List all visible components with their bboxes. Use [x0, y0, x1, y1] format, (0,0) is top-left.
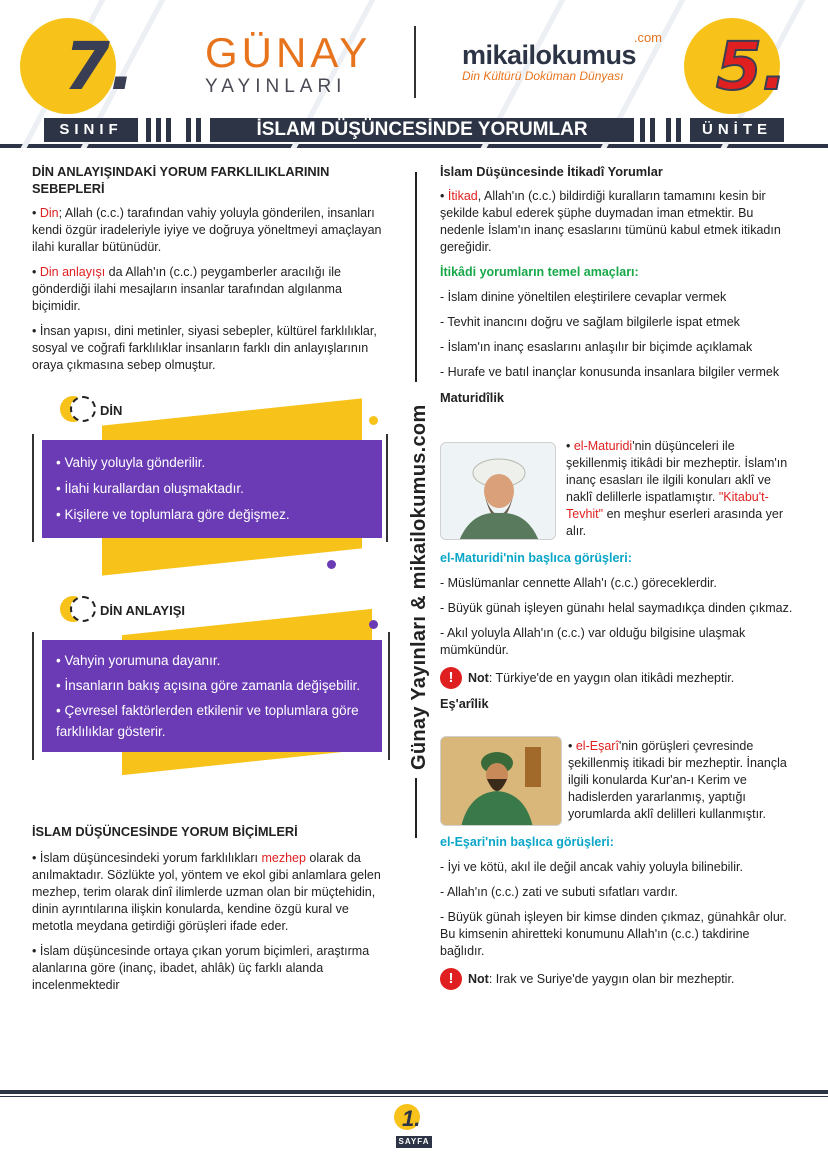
warning-icon: ! [440, 667, 462, 689]
term-esari: el-Eşarî [575, 739, 619, 753]
grade-number: 7. [64, 28, 135, 105]
list-item: • İlahi kurallardan oluşmaktadır. [56, 481, 244, 496]
card-title: DİN [100, 402, 123, 418]
page-header [0, 0, 828, 148]
list-item: - Tevhit inancını doğru ve sağlam bilgilerle ispat etmek [440, 315, 740, 329]
card-din [32, 392, 392, 577]
list-item: - Hurafe ve batıl inançlar konusunda insanlara bilgiler vermek [440, 365, 780, 379]
paragraph-text: olarak da anılmaktadır. Sözlükte yol, yöntem ve ekol gibi anlamlara gelen mezhep, terim olarak dinî ilimlerde uzman olan bir müçtehidin, dinin ayrıntılarına ilişkin konularda, kendine özgü kural ve metotla meydana getirdiği görüşleri ifade eder. [32, 851, 381, 933]
logo-divider [414, 26, 416, 98]
section-heading: DİN ANLAYIŞINDAKİ YORUM FARKLILIKLARININ SEBEPLERİ [32, 164, 330, 196]
bar-segment [186, 118, 191, 142]
list-item: - Akıl yoluyla Allah'ın (c.c.) var olduğu bilgisine ulaşmak mümkündür. [440, 626, 746, 657]
paragraph-text: İnsan yapısı, dini metinler, siyasi sebepler, kültürel farklılıklar, sosyal ve coğrafi farklılıklar insanların farklı din anlayışlarının oraya çıkmasına sebep olmuştur. [32, 324, 377, 372]
card-din-anlayisi [32, 594, 392, 774]
paragraph-din-anlayisi: • Din anlayışı da Allah'ın (c.c.) peygamberler aracılığı ile gönderdiği ilahi mesajların insanlar tarafından algılanma biçimidir. [32, 265, 342, 313]
maturidi-text: • el-Maturidi'nin düşünceleri ile şekillenmiş itikâdi bir mezheptir. İslam'ın inanç esasları ile ilgili konuları aklî ve naklî delillerle ispatlamıştır. "Kitabu't-Tevhit" en meşhur eserleri arasında yer alır. [566, 439, 788, 538]
bar-segment [156, 118, 161, 142]
bar-segment [196, 118, 201, 142]
paragraph-text: İslam düşüncesindeki yorum farklılıkları [39, 851, 262, 865]
bar-segment [166, 118, 171, 142]
card-tag [60, 596, 185, 624]
bar-segment [666, 118, 671, 142]
page-label: SAYFA [396, 1136, 432, 1148]
partner-tagline: Din Kültürü Doküman Dünyası [462, 69, 624, 83]
card-panel [42, 440, 382, 538]
list-item: • Kişilere ve toplumlara göre değişmez. [56, 507, 290, 522]
term-mezhep: mezhep [261, 851, 306, 865]
note-esari [440, 968, 796, 990]
decor-dot [369, 620, 378, 629]
decor-dot [369, 416, 378, 425]
publisher-logo [205, 29, 385, 98]
ring-icon [60, 396, 94, 424]
footer-rule [0, 1096, 828, 1097]
paragraph-reasons: • İnsan yapısı, dini metinler, siyasi sebepler, kültürel farklılıklar, sosyal ve coğrafi farklılıklar insanların farklı din anlayışlarının oraya çıkmasına sebep olmuştur. [32, 324, 377, 372]
left-column [32, 163, 388, 382]
section-heading: İSLAM DÜŞÜNCESİNDE YORUM BİÇİMLERİ [32, 824, 298, 839]
footer-rule [0, 1090, 828, 1094]
page-number: 1. [402, 1106, 421, 1131]
ring-icon [60, 596, 94, 624]
grade-label: SINIF [44, 118, 138, 142]
page-badge [390, 1102, 438, 1152]
warning-icon: ! [440, 968, 462, 990]
side-credit-text: Günay Yayınları & mikailokumus.com [408, 404, 430, 770]
partner-logo [462, 30, 672, 83]
card-tag [60, 396, 122, 424]
term-din-anlayisi: Din anlayışı [39, 265, 106, 279]
list-item: - İslam'ın inanç esaslarını anlaşılır bir biçimde açıklamak [440, 340, 753, 354]
page-title: İSLAM DÜŞÜNCESİNDE YORUMLAR [210, 118, 634, 142]
paragraph-text: en meşhur eserleri arasında yer alır. [566, 507, 784, 538]
note-label: Not [468, 670, 489, 685]
paragraph-din: • Din; Allah (c.c.) tarafından vahiy yoluyla gönderilen, insanları kendi özgür iradeleriyle iyiye ve doğruya yöneltmeyi amaçlayan ilahi kurallar bütünüdür. [32, 206, 382, 254]
right-column [440, 163, 796, 414]
list-item: - İyi ve kötü, akıl ile değil ancak vahiy yoluyla bilinebilir. [440, 860, 743, 874]
list-item: - Allah'ın (c.c.) zati ve subuti sıfatları vardır. [440, 885, 678, 899]
term-din: Din [39, 206, 59, 220]
views-heading: el-Maturidi'nin başlıca görüşleri: [440, 551, 632, 565]
paragraph-mezhep: • İslam düşüncesindeki yorum farklılıkları mezhep olarak da anılmaktadır. Sözlükte yol, yöntem ve ekol gibi anlamlara gelen mezhep, terim olarak dinî ilimlerde uzman olan bir müçtehidin, dinin ayrıntılarına ilişkin konularda, kendine özgü kural ve metotla meydana getirdiği görüşleri ifade eder. [32, 851, 381, 933]
partner-name: mikailokumus [462, 40, 637, 70]
list-item: - Müslümanlar cennette Allah'ı (c.c.) göreceklerdir. [440, 576, 717, 590]
esari-portrait [440, 736, 562, 826]
bar-segment [650, 118, 655, 142]
list-item: • Vahiy yoluyla gönderilir. [56, 455, 206, 470]
term-book: "Kitabu't-Tevhit" [566, 490, 769, 521]
paragraph-text: ; Allah (c.c.) tarafından vahiy yoluyla gönderilen, insanları kendi özgür iradeleriyle iyiye ve doğruya yöneltmeyi amaçlayan ilahi kurallar bütünüdür. [32, 206, 382, 254]
card-panel [42, 640, 382, 752]
decor-dot [327, 560, 336, 569]
term-itikad: İtikad [447, 189, 478, 203]
card-title: DİN ANLAYIŞI [100, 602, 185, 618]
bar-segment [640, 118, 645, 142]
list-item: - Büyük günah işleyen günahı helal saymadıkça dinden çıkmaz. [440, 601, 793, 615]
note-maturidi [440, 667, 796, 689]
note-label: Not [468, 971, 489, 986]
list-item: • İnsanların bakış açısına göre zamanla değişebilir. [56, 678, 361, 693]
unit-number: 5. [716, 28, 787, 105]
paragraph-forms: • İslam düşüncesinde ortaya çıkan yorum biçimleri, araştırma alanlarına göre (inanç, ibadet, ahlâk) üç farklı alanda incelenmektedir [32, 944, 370, 992]
paragraph-text: , Allah'ın (c.c.) bildirdiği kuralların tamamını kesin bir şekilde kabul ederek şüphe duymadan iman etmektir. Bu nedenle İslam'ın inanç esaslarını tümünü kabul etmek itikadın gereğidir. [440, 189, 781, 254]
list-item: - Büyük günah işleyen bir kimse dinden çıkmaz, günahkâr olur. Bu kimsenin ahiretteki konumunu Allah'ın (c.c.) takdirine bağlıdır. [440, 910, 787, 958]
unit-label: ÜNİTE [690, 118, 784, 142]
note-text: : Irak ve Suriye'de yaygın olan bir mezheptir. [488, 971, 735, 986]
publisher-subtitle: YAYINLARI [205, 76, 347, 97]
list-item: • Çevresel faktörlerden etkilenir ve toplumlara göre farklılıklar gösterir. [56, 703, 359, 739]
left-column-lower [32, 823, 388, 1002]
paragraph-text: da Allah'ın (c.c.) peygamberler aracılığı ile gönderdiği ilahi mesajların insanlar tarafından algılanma biçimidir. [32, 265, 342, 313]
esari-views [440, 834, 796, 990]
views-heading: el-Eşari'nin başlıca görüşleri: [440, 835, 614, 849]
column-divider [415, 172, 417, 382]
maturidi-views [440, 550, 796, 720]
section-heading: Eş'arîlik [440, 696, 489, 711]
term-maturidi: el-Maturidi [573, 439, 633, 453]
paragraph-text: 'nin görüşleri çevresinde şekillenmiş itikadi bir mezheptir. İnançla ilgili konularda Kur'an-ı Kerim ve hadislerden yararlanmış, yaptığı yorumlarda aklî delilleri kullanmıştır. [568, 739, 787, 821]
aims-heading: İtikâdi yorumların temel amaçları: [440, 265, 639, 279]
publisher-name: GÜNAY [205, 29, 372, 76]
maturidi-portrait [440, 442, 556, 540]
section-heading: Maturidîlik [440, 390, 504, 405]
note-text: : Türkiye'de en yaygın olan itikâdi mezheptir. [488, 670, 735, 685]
list-item: • Vahyin yorumuna dayanır. [56, 653, 221, 668]
list-item: - İslam dinine yöneltilen eleştirilere cevaplar vermek [440, 290, 727, 304]
bar-segment [676, 118, 681, 142]
partner-com: .com [633, 30, 662, 45]
section-heading: İslam Düşüncesinde İtikadî Yorumlar [440, 164, 663, 179]
paragraph-text: İslam düşüncesinde ortaya çıkan yorum biçimleri, araştırma alanlarına göre (inanç, ibadet, ahlâk) üç farklı alanda incelenmektedir [32, 944, 370, 992]
paragraph-text: 'nin düşünceleri ile şekillenmiş itikâdi bir mezheptir. İslam'ın inanç esasları ile ilgili konuları aklî ve naklî delillerle ispatlamıştır. [566, 439, 788, 504]
column-divider [415, 778, 417, 838]
bar-segment [146, 118, 151, 142]
esari-text: • el-Eşarî'nin görüşleri çevresinde şekillenmiş itikadi bir mezheptir. İnançla ilgili konularda Kur'an-ı Kerim ve hadislerden yararlanmış, yaptığı yorumlarda aklî delilleri kullanmıştır. [568, 739, 787, 821]
paragraph-itikad: • İtikad, Allah'ın (c.c.) bildirdiği kuralların tamamını kesin bir şekilde kabul ederek şüphe duymadan iman etmektir. Bu nedenle İslam'ın inanç esaslarını tümünü kabul etmek itikadın gereğidir. [440, 189, 781, 254]
